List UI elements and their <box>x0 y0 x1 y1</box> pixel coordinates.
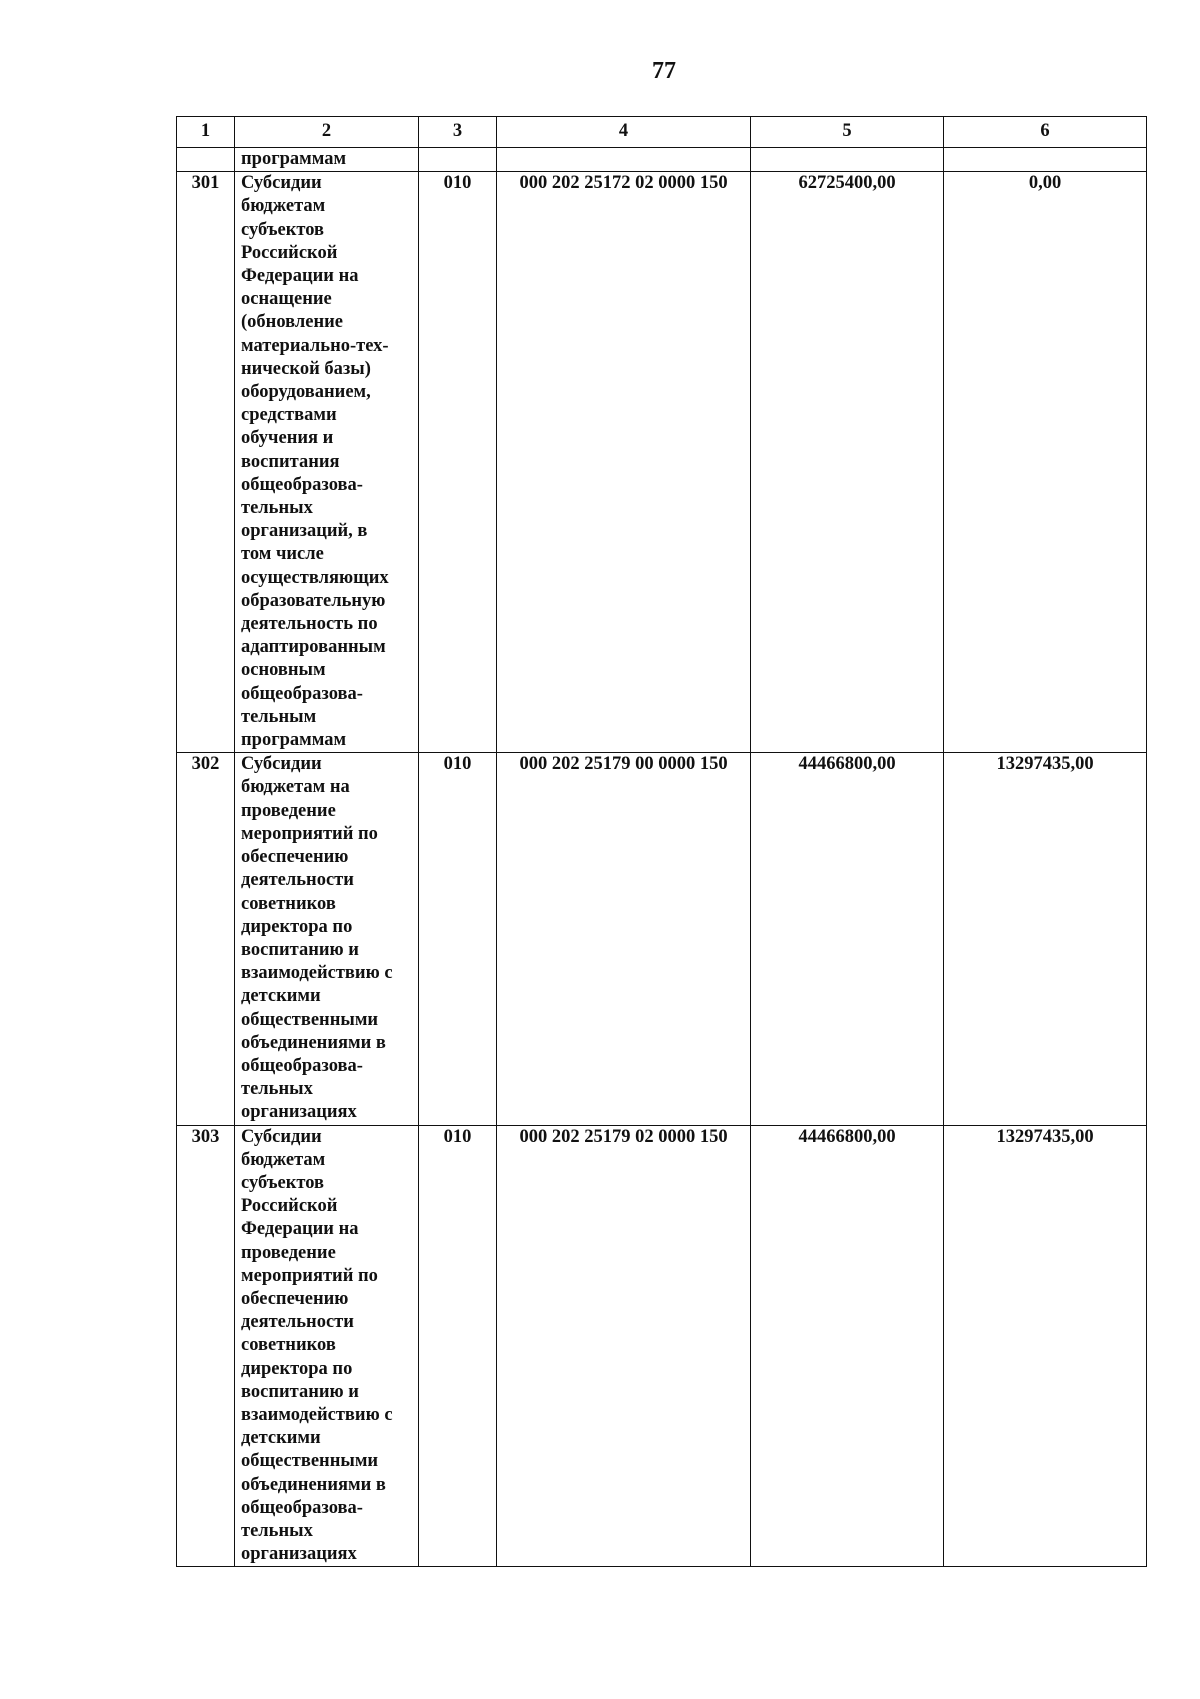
name-line: деятельности <box>241 1312 354 1333</box>
name-line: воспитанию и <box>241 1381 359 1402</box>
amount-6-cell: 13297435,00 <box>944 1125 1147 1567</box>
kbk-cell: 000 202 25179 00 0000 150 <box>497 753 751 1125</box>
table-header-row <box>177 117 1147 148</box>
name-line: Федерации на <box>241 1219 359 1240</box>
name-line: общеобразова- <box>241 683 363 704</box>
name-line: Федерации на <box>241 266 359 287</box>
name-line: субъектов <box>241 1172 325 1193</box>
admin-code-cell <box>419 148 497 172</box>
name-line: объединениями в <box>241 1474 386 1495</box>
name-line: общественными <box>241 1009 379 1030</box>
name-line: объединениями в <box>241 1032 386 1053</box>
name-line: субъектов <box>241 219 325 240</box>
name-line: бюджетам на <box>241 777 350 798</box>
name-line: Российской <box>241 242 338 263</box>
name-line: образовательную <box>241 590 386 611</box>
name-line: оборудованием, <box>241 382 371 403</box>
name-line: бюджетам <box>241 1149 326 1170</box>
amount-6-cell: 13297435,00 <box>944 753 1147 1125</box>
name-line: воспитанию и <box>241 939 359 960</box>
admin-code-cell: 010 <box>419 1125 497 1567</box>
name-line: общеобразова- <box>241 474 363 495</box>
name-line: обучения и <box>241 428 334 449</box>
name-line: Субсидии <box>241 1126 322 1147</box>
name-line: бюджетам <box>241 196 326 217</box>
amount-5-cell <box>751 148 944 172</box>
name-line: программам <box>241 730 347 751</box>
name-line: директора по <box>241 916 353 937</box>
name-line: детскими <box>241 986 321 1007</box>
name-line: (обновление <box>241 312 343 333</box>
admin-code-cell: 010 <box>419 172 497 753</box>
row-number-cell: 301 <box>177 172 235 753</box>
name-line: советников <box>241 1335 336 1356</box>
table-row <box>177 172 1147 753</box>
name-line: тельных <box>241 1079 313 1100</box>
row-number-cell: 302 <box>177 753 235 1125</box>
name-line: организациях <box>241 1544 357 1565</box>
name-line: средствами <box>241 405 337 426</box>
name-line: общеобразова- <box>241 1497 363 1518</box>
continuation-row <box>177 148 1147 172</box>
name-line: деятельности <box>241 870 354 891</box>
row-number-cell <box>177 148 235 172</box>
column-header-1: 1 <box>177 117 235 148</box>
column-header-5: 5 <box>751 117 944 148</box>
amount-5-cell: 62725400,00 <box>751 172 944 753</box>
name-line: Субсидии <box>241 173 322 194</box>
name-line: директора по <box>241 1358 353 1379</box>
name-line: мероприятий по <box>241 823 378 844</box>
kbk-cell: 000 202 25172 02 0000 150 <box>497 172 751 753</box>
name-line: взаимодействию с <box>241 963 393 984</box>
row-number-cell: 303 <box>177 1125 235 1567</box>
amount-5-cell: 44466800,00 <box>751 753 944 1125</box>
name-line: взаимодействию с <box>241 1404 393 1425</box>
name-line: программам <box>241 149 347 169</box>
admin-code-cell: 010 <box>419 753 497 1125</box>
name-line: материально-тех- <box>241 335 389 356</box>
name-line: обеспечению <box>241 847 349 868</box>
kbk-cell <box>497 148 751 172</box>
name-line: советников <box>241 893 336 914</box>
page-number: 77 <box>652 58 676 84</box>
name-line: воспитания <box>241 451 340 472</box>
name-line: Российской <box>241 1196 338 1217</box>
column-header-4: 4 <box>497 117 751 148</box>
name-line: Субсидии <box>241 754 322 775</box>
name-line: тельных <box>241 1520 313 1541</box>
name-line: деятельность по <box>241 614 378 635</box>
table-row <box>177 1125 1147 1567</box>
name-line: проведение <box>241 800 336 821</box>
budget-table <box>176 116 1147 1567</box>
name-line: общественными <box>241 1451 379 1472</box>
amount-6-cell <box>944 148 1147 172</box>
name-line: основным <box>241 660 326 681</box>
name-line: мероприятий по <box>241 1265 378 1286</box>
name-cell <box>235 753 419 1125</box>
name-line: адаптированным <box>241 637 386 658</box>
column-header-2: 2 <box>235 117 419 148</box>
name-line: детскими <box>241 1428 321 1449</box>
name-line: организациях <box>241 1102 357 1123</box>
column-header-6: 6 <box>944 117 1147 148</box>
name-line: тельных <box>241 498 313 519</box>
name-line: общеобразова- <box>241 1055 363 1076</box>
name-cell <box>235 1125 419 1567</box>
name-line: тельным <box>241 706 317 727</box>
name-line: проведение <box>241 1242 336 1263</box>
column-header-3: 3 <box>419 117 497 148</box>
name-line: том числе <box>241 544 324 565</box>
name-line: нической базы) <box>241 358 371 379</box>
name-line: организаций, в <box>241 521 368 542</box>
amount-5-cell: 44466800,00 <box>751 1125 944 1567</box>
name-line: оснащение <box>241 289 332 310</box>
amount-6-cell: 0,00 <box>944 172 1147 753</box>
name-cell <box>235 148 419 172</box>
name-cell <box>235 172 419 753</box>
table-row <box>177 753 1147 1125</box>
name-line: осуществляющих <box>241 567 389 588</box>
name-line: обеспечению <box>241 1288 349 1309</box>
kbk-cell: 000 202 25179 02 0000 150 <box>497 1125 751 1567</box>
